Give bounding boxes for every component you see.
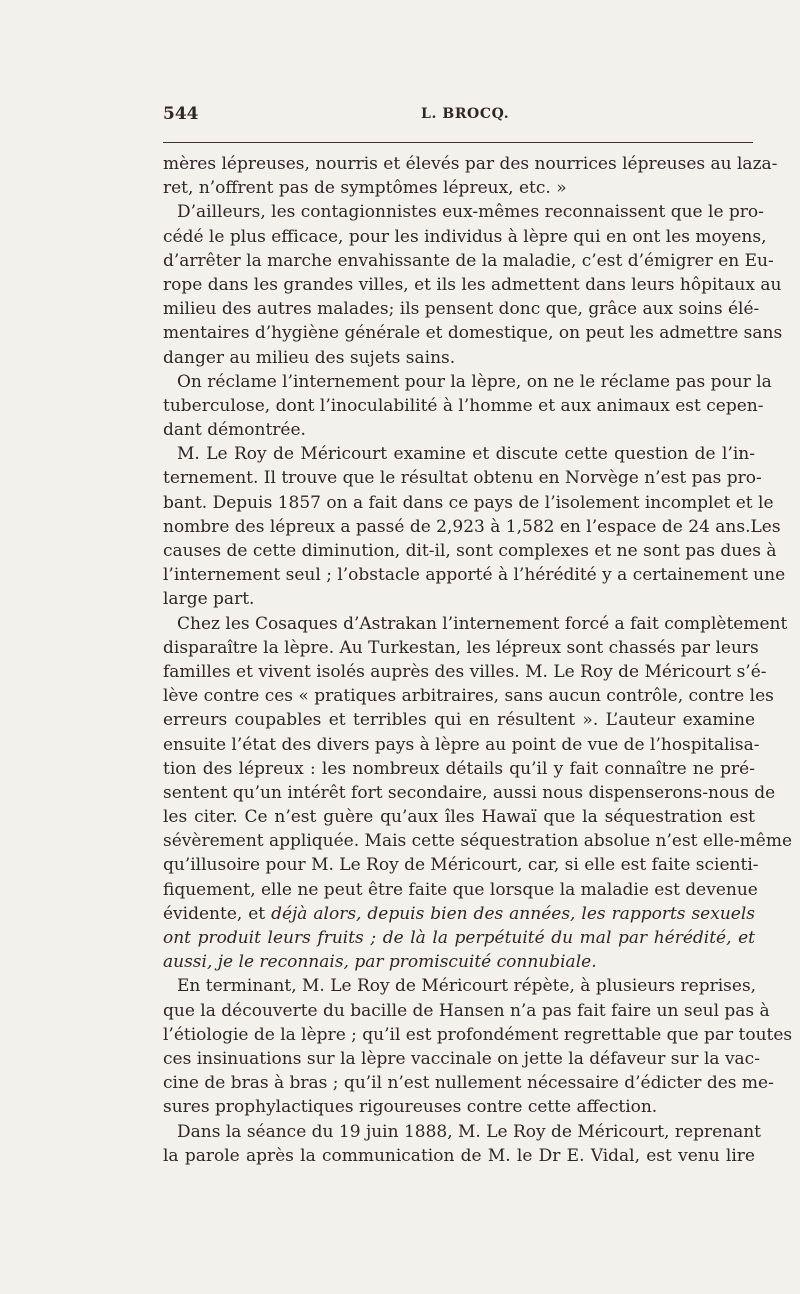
text-line: En terminant, M. Le Roy de Méricourt répète, à plusieurs reprises, [177,976,757,997]
running-head: L. BROCQ. [421,106,510,122]
text-line: les citer. Ce n’est guère qu’aux îles Hawaï que la séquestration est [163,807,755,828]
italic-segment: déjà alors, depuis bien des années, les rapports sexuels [271,903,756,924]
text-line: sures prophylactiques rigoureuses contre cette affection. [163,1097,658,1118]
text-line: ternement. Il trouve que le résultat obtenu en Norvège n’est pas pro- [163,468,762,489]
text-line: familles et vivent isolés auprès des villes. M. Le Roy de Méricourt s’é- [163,661,767,682]
text-line: la parole après la communication de M. le Dr E. Vidal, est venu lire [163,1145,755,1166]
text-line: bant. Depuis 1857 on a fait dans ce pays de l’isolement incomplet et le [163,492,774,513]
text-line: erreurs coupables et terribles qui en résultent ». L’auteur examine [163,710,755,731]
text-line: cédé le plus efficace, pour les individus à lèpre qui en ont les moyens, [163,226,767,247]
text-line: d’arrêter la marche envahissante de la maladie, c’est d’émigrer en Eu- [163,250,774,271]
text-line: lève contre ces « pratiques arbitraires, sans aucun contrôle, contre les [163,686,774,707]
text-line: ces insinuations sur la lèpre vaccinale on jette la défaveur sur la vac- [163,1048,760,1069]
text-line: Chez les Cosaques d’Astrakan l’internement forcé a fait complètement [177,613,788,634]
text-line: tuberculose, dont l’inoculabilité à l’homme et aux animaux est cepen- [163,395,764,416]
text-line: fiquement, elle ne peut être faite que lorsque la maladie est devenue [163,879,758,900]
text-line: large part. [163,589,255,610]
text-line: qu’illusoire pour M. Le Roy de Méricourt, car, si elle est faite scienti- [163,855,759,876]
text-line: dant démontrée. [163,420,306,441]
text-line: On réclame l’internement pour la lèpre, on ne le réclame pas pour la [177,371,772,392]
text-line-mixed [163,902,755,926]
body-text [163,152,793,1168]
page-number: 544 [163,104,199,124]
text-segment: évidente, et [163,903,266,924]
text-line: sentent qu’un intérêt fort secondaire, aussi nous dispenserons-nous de [163,782,776,803]
page-header [163,104,755,132]
text-line: milieu des autres malades; ils pensent donc que, grâce aux soins élé- [163,299,760,320]
text-line: mères lépreuses, nourris et élevés par des nourrices lépreuses au laza- [163,154,778,174]
text-line: l’internement seul ; l’obstacle apporté à l’hérédité y a certainement une [163,565,786,586]
text-line-italic: ont produit leurs fruits ; de là la perpétuité du mal par hérédité, et [163,928,755,948]
header-rule [163,142,753,143]
text-line: mentaires d’hygiène générale et domestique, on peut les admettre sans [163,323,783,344]
text-line: nombre des lépreux a passé de 2,923 à 1,582 en l’espace de 24 ans.Les [163,516,781,537]
text-line: ret, n’offrent pas de symptômes lépreux, etc. » [163,178,567,199]
text-line: D’ailleurs, les contagionnistes eux-mêmes reconnaissent que le pro- [177,202,764,223]
text-line: Dans la séance du 19 juin 1888, M. Le Roy de Méricourt, reprenant [177,1121,762,1142]
text-line: tion des lépreux : les nombreux détails qu’il y fait connaître ne pré- [163,758,755,779]
text-line: sévèrement appliquée. Mais cette séquestration absolue n’est elle-même [163,831,792,852]
text-line: ensuite l’état des divers pays à lèpre au point de vue de l’hospitalisa- [163,734,760,755]
text-line: M. Le Roy de Méricourt examine et discute cette question de l’in- [177,444,755,465]
text-line: disparaître la lèpre. Au Turkestan, les lépreux sont chassés par leurs [163,637,759,658]
text-line: danger au milieu des sujets sains. [163,347,456,368]
text-line: que la découverte du bacille de Hansen n’a pas fait faire un seul pas à [163,1000,770,1021]
text-line-italic: aussi, je le reconnais, par promiscuité connubiale. [163,952,597,973]
text-line: cine de bras à bras ; qu’il n’est nullement nécessaire d’édicter des me- [163,1073,774,1094]
text-line: l’étiologie de la lèpre ; qu’il est profondément regrettable que par toutes [163,1024,793,1045]
text-line: rope dans les grandes villes, et ils les admettent dans leurs hôpitaux au [163,274,782,295]
text-line: causes de cette diminution, dit-il, sont complexes et ne sont pas dues à [163,541,777,561]
